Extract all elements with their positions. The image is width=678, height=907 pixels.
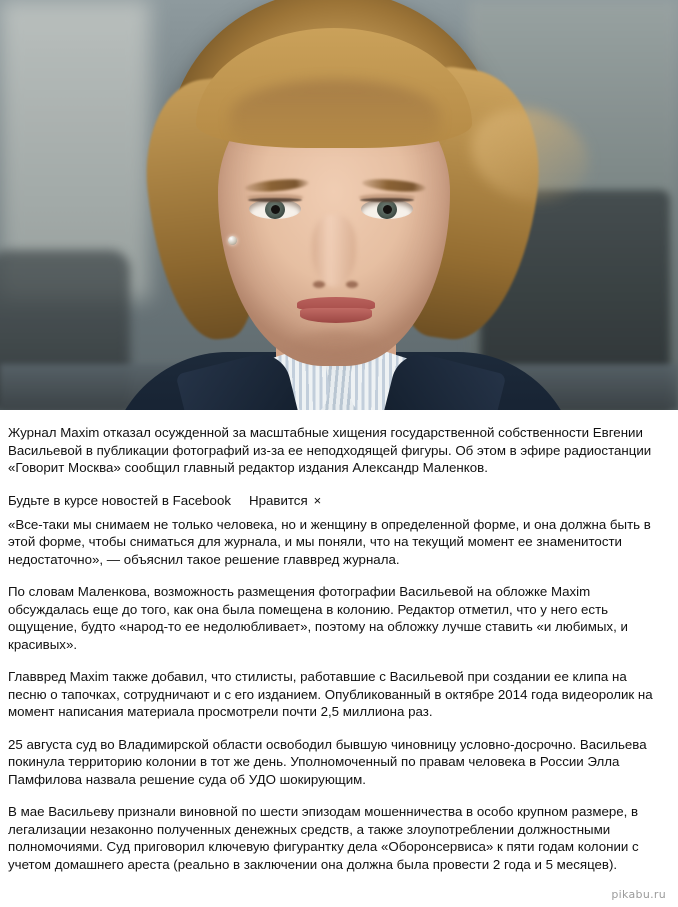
social-share-bar [8,492,654,510]
facebook-subscribe-label[interactable]: Будьте в курсе новостей в Facebook [8,492,231,508]
article-paragraph-4: 25 августа суд во Владимирской области освободил бывшую чиновницу условно-досрочно. Васильева покинула территорию колонии в тот же день. Уполномоченный по правам человека в России Элла Памфилова назвала решение суда об УДО шокирующим. [8,736,647,787]
article-body [0,410,662,873]
site-watermark: pikabu.ru [611,888,666,901]
article-paragraph-3: Главвред Maxim также добавил, что стилисты, работавшие с Васильевой при создании ее клипа на песню о тапочках, сотрудничают и с его изданием. Опубликованный в октябре 2014 года видеоролик на момент написания материала просмотрели почти 2,5 миллиона раз. [8,669,653,719]
subject-nostril-right [346,281,358,288]
close-icon[interactable]: × [313,492,322,508]
subject-iris-left [265,200,285,219]
subject-earring [228,236,237,245]
subject-nose [312,215,356,287]
subject-eyelash-right [360,198,414,202]
article-paragraph-1: «Все-таки мы снимаем не только человека, но и женщину в определенной форме, и она должна быть в этой форме, чтобы сниматься для журнала, и мы поняли, что на текущий момент ее знаменитости недостаточно», — объяснил такое решение главвред журнала. [8,516,651,567]
subject-pupil-right [383,205,392,214]
subject-chin [290,330,382,364]
subject-lip-lower [300,308,372,323]
subject-nostril-left [313,281,325,288]
article-paragraph-5: В мае Васильеву признали виновной по шести эпизодам мошенничества в особо крупном размере, в легализации незаконно полученных денежных средств, а также злоупотреблении должностными полномочиями. Суд приговорил ключевую фигурантку дела «Оборонсервиса» к пяти годам колонии с учетом домашнего ареста (реально в заключении она должна была провести 2 года и 5 месяцев). [8,804,639,872]
article-photo [0,0,678,410]
subject-iris-right [377,200,397,219]
article-paragraph-2: По словам Маленкова, возможность размещения фотографии Васильевой на обложке Maxim обсуждалась еще до того, как она была помещена в колонию. Редактор отметил, что у него есть ощущение, будто «народ-то ее недолюбливает», поэтому на обложку лучше ставить «и любимых, и красивых». [8,584,628,652]
subject-eye-right [361,199,413,219]
subject-forehead [230,80,440,150]
subject-eyelash-left [248,198,302,202]
like-button-label[interactable]: Нравится [248,492,308,508]
article-lead-paragraph: Журнал Maxim отказал осужденной за масштабные хищения государственной собственности Евгении Васильевой в публикации фотографий из-за ее неподходящей фигуры. Об этом в эфире радиостанции «Говорит Москва» сообщил главный редактор издания Александр Маленков. [8,425,652,475]
subject-pupil-left [271,205,280,214]
subject-eye-left [249,199,301,219]
subject-lips [297,297,375,323]
